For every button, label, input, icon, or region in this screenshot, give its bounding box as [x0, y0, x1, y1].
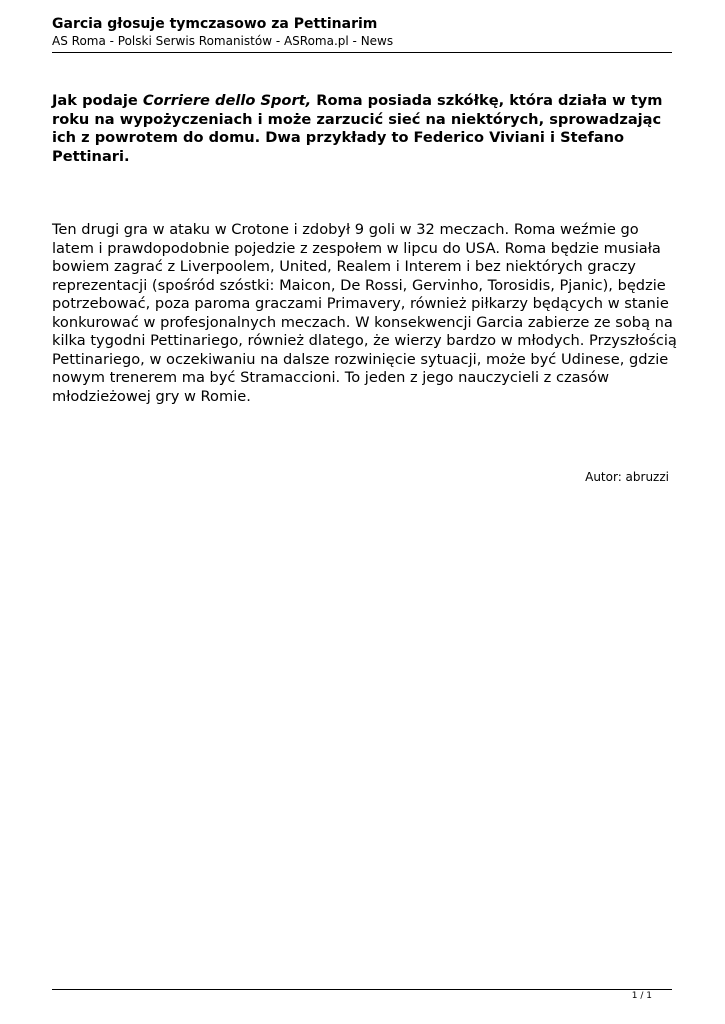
footer-divider: [52, 989, 672, 990]
article-body: Ten drugi gra w ataku w Crotone i zdobył 9 goli w 32 meczach. Roma weźmie go latem i prawdopodobnie pojedzie z zespołem w lipcu do USA. Roma będzie musiała bowiem zagrać z Liverpoolem, United, Realem i Interem i bez niektórych graczy reprezentacji (spośród szóstki: Maicon, De Rossi, Gervinho, Torosidis, Pjanic), będzie potrzebować, poza paroma graczami Primavery, również piłkarzy będących w stanie konkurować w profesjonalnych meczach. W konsekwencji Garcia zabierze ze sobą na kilka tygodni Pettinariego, również dlatego, że wierzy bardzo w młodych. Przyszłością Pettinariego, w oczekiwaniu na dalsze rozwinięcie sytuacji, może być Udinese, gdzie nowym trenerem ma być Stramaccioni. To jeden z jego nauczycieli z czasów młodzieżowej gry w Romie.: [52, 221, 677, 405]
site-subtitle: AS Roma - Polski Serwis Romanistów - ASRoma.pl - News: [52, 34, 394, 48]
document-header: [52, 15, 672, 50]
article-author: Autor: abruzzi: [585, 470, 669, 484]
article-lead: [52, 92, 672, 166]
article-title: Garcia głosuje tymczasowo za Pettinarim: [52, 16, 378, 32]
lead-text: Roma posiada szkółkę, która działa w tym roku na wypożyczeniach i może zarzucić sieć na niektórych, sprowadzając ich z powrotem do domu. Dwa przykłady to Federico Viviani i Stefano Pettinari.: [52, 92, 663, 165]
header-divider: [52, 52, 672, 53]
page-number: 1 / 1: [631, 991, 652, 1001]
lead-source: Corriere dello Sport,: [142, 92, 312, 109]
lead-intro: Jak podaje: [52, 92, 143, 109]
